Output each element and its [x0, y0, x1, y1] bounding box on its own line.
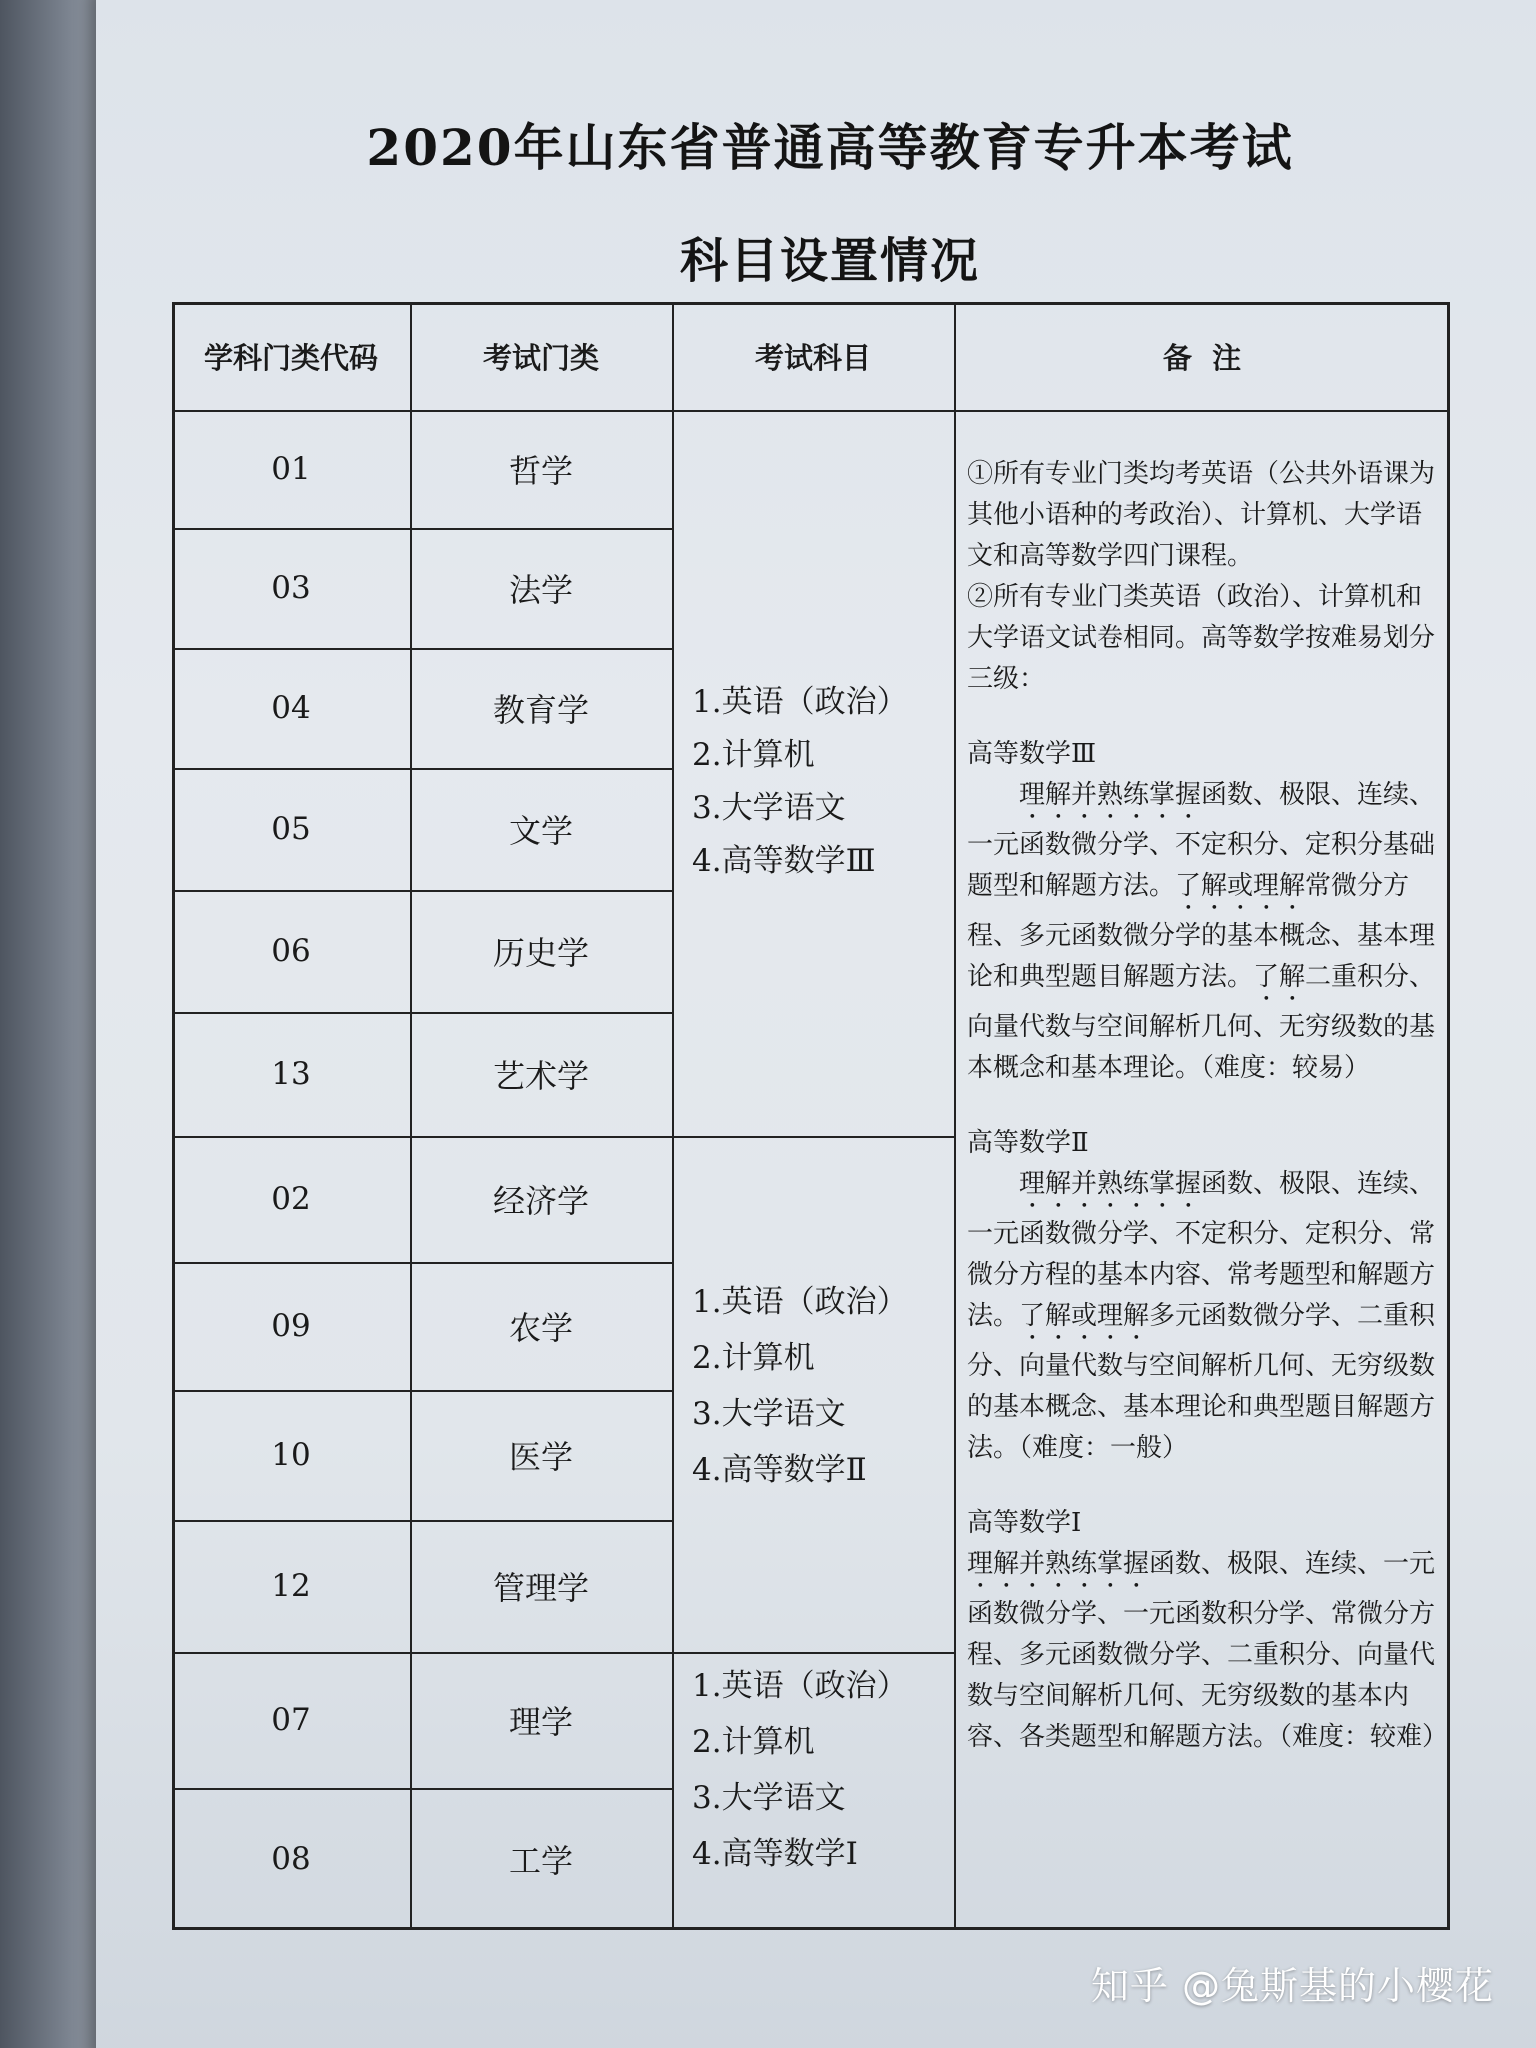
- row-code: 06: [271, 933, 311, 969]
- row-code: 09: [271, 1308, 311, 1344]
- row-code: 02: [271, 1181, 311, 1217]
- subject-item: 3.大学语文: [692, 1396, 846, 1432]
- row-category: 艺术学: [492, 1057, 589, 1095]
- math3-text: 二重积分、向量代数与空间解析几何、无穷级数的基本概念和基本理论。（难度：较易）: [967, 962, 1436, 1083]
- zhihu-watermark: 知乎 @兔斯基的小樱花: [1090, 1964, 1494, 2008]
- emphasis-key: 了解: [1253, 962, 1306, 992]
- note-rule-1: ①所有专业门类均考英语（公共外语课为其他小语种的考政治）、计算机、大学语文和高等数学四门课程。: [967, 459, 1436, 571]
- subject-group-math1: [692, 1658, 908, 1882]
- emphasis-key: 理解并熟练掌握: [1019, 780, 1202, 810]
- header-subjects: 考试科目: [754, 340, 871, 375]
- math2-text: 函数、极限、连续、一元函数微分学、不定积分、定积分、常微分方程的基本内容、常考题型和解题方法。: [967, 1169, 1436, 1331]
- math1-title: 高等数学Ⅰ: [967, 1508, 1082, 1538]
- row-category: 工学: [508, 1842, 573, 1880]
- note-rule-2: ②所有专业门类英语（政治）、计算机和大学语文试卷相同。高等数学按难易划分三级：: [967, 582, 1436, 694]
- subject-item: 4.高等数学Ⅱ: [692, 1452, 867, 1488]
- row-category: 法学: [508, 571, 573, 609]
- row-category: 经济学: [492, 1182, 589, 1220]
- emphasis-key: 了解或理解: [1175, 871, 1306, 901]
- row-category: 管理学: [492, 1569, 589, 1607]
- emphasis-key: 了解或理解: [1019, 1301, 1150, 1331]
- row-code: 01: [271, 451, 311, 487]
- row-category: 哲学: [508, 452, 573, 490]
- math3-text: 常微分方程、多元函数微分学的基本概念、基本理论和典型题目解题方法。: [967, 871, 1436, 992]
- subject-item: 2.计算机: [692, 737, 815, 773]
- subject-item: 4.高等数学Ⅲ: [692, 843, 876, 879]
- subject-item: 3.大学语文: [692, 790, 846, 826]
- subject-group-math3: [692, 676, 908, 888]
- subject-item: 3.大学语文: [692, 1780, 846, 1816]
- math3-title: 高等数学Ⅲ: [967, 739, 1097, 769]
- emphasis-key: 理解并熟练掌握: [1019, 1169, 1202, 1199]
- math3-text: 函数、极限、连续、一元函数微分学、不定积分、定积分基础题型和解题方法。: [967, 780, 1436, 901]
- header-code: 学科门类代码: [203, 340, 378, 375]
- subject-item: 2.计算机: [692, 1724, 815, 1760]
- math1-desc: [967, 1544, 1449, 1758]
- column-divider: [954, 302, 956, 1930]
- subject-item: 2.计算机: [692, 1340, 815, 1376]
- header-notes: 备 注: [1162, 340, 1242, 375]
- math1-text: 函数、极限、连续、一元函数微分学、一元函数积分学、常微分方程、多元函数微分学、二重积分、向量代数与空间解析几何、无穷级数的基本内容、各类题型和解题方法。（难度：较难）: [967, 1549, 1449, 1752]
- subject-item: 1.英语（政治）: [692, 1284, 908, 1320]
- row-code: 08: [271, 1841, 311, 1877]
- row-category: 文学: [508, 812, 573, 850]
- math2-title: 高等数学Ⅱ: [967, 1128, 1089, 1158]
- header-category: 考试门类: [482, 340, 599, 375]
- subject-table: [172, 302, 1450, 1930]
- emphasis-key: 理解并熟练掌握: [967, 1549, 1150, 1579]
- row-code: 05: [271, 811, 311, 847]
- row-code: 13: [271, 1056, 311, 1092]
- row-category: 历史学: [492, 934, 589, 972]
- math3-desc: [967, 775, 1442, 1089]
- subject-group-math2: [692, 1274, 908, 1498]
- subject-item: 1.英语（政治）: [692, 1668, 908, 1704]
- row-code: 10: [271, 1437, 311, 1473]
- document-title: 2020年山东省普通高等教育专升本考试: [366, 118, 1294, 177]
- document-subtitle: 科目设置情况: [679, 233, 980, 289]
- row-category: 理学: [508, 1703, 573, 1741]
- row-code: 07: [271, 1702, 311, 1738]
- row-category: 医学: [508, 1438, 573, 1476]
- column-divider: [672, 302, 674, 1930]
- math2-text: 多元函数微分学、二重积分、向量代数与空间解析几何、无穷级数的基本概念、基本理论和典型题目解题方法。（难度：一般）: [967, 1301, 1436, 1463]
- math2-desc: [967, 1164, 1442, 1469]
- subject-item: 1.英语（政治）: [692, 684, 908, 720]
- notes-content: [967, 454, 1449, 1758]
- row-category: 教育学: [492, 691, 589, 729]
- row-code: 12: [271, 1568, 311, 1604]
- row-category: 农学: [508, 1309, 573, 1347]
- subject-item: 4.高等数学Ⅰ: [692, 1836, 858, 1872]
- row-code: 03: [271, 570, 311, 606]
- row-code: 04: [271, 690, 311, 726]
